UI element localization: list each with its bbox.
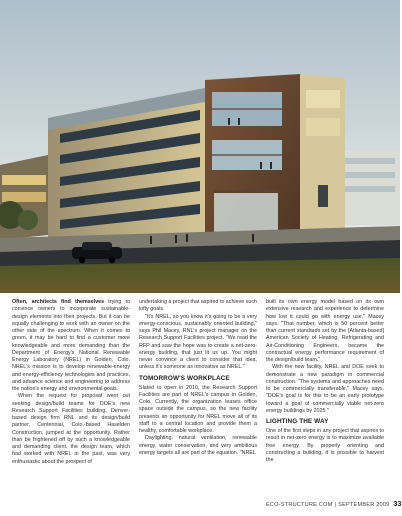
paragraph: With the new facility, NREL and DOE seek to demonstrate a new paradigm in commercial construction. "The systems and approaches need to be commercially transferable," Macey says. "DOE's goal is for this to be an early prototype toward a goal of commercially viable net-zero energy buildings by 2025."	[266, 364, 384, 414]
footer-site: ECO-STRUCTURE.COM	[266, 502, 333, 508]
column-3	[266, 299, 384, 464]
tree	[18, 210, 38, 230]
paragraph: undertaking a project that aspired to achieve such lofty goals.	[139, 299, 257, 313]
column-2	[139, 299, 257, 457]
page-footer	[266, 500, 402, 510]
paragraph: When the request for proposal went out seeking design/build teams for DOE's new Research Support Facilities building, Denver-based design firm RNL and its design/build partner, Centennial, Colo.-based Haselden Construction, jumped at the opportunity. Rather than be frightened off by such a knowledgeable and demanding client, the design team, which had worked with NREL in the past, was very enthusiastic about the prospect of	[12, 393, 130, 465]
paragraph-text: trying to convince owners to incorporate sustainable-design elements into their projects. But it can be equally challenging to work with an owner on the other side of the spectrum. When it comes to green, it may be hard to find a customer more knowledgeable and more demanding than the Department of Energy's National Renewable Energy Laboratory (NREL) in Golden, Colo. NREL's mission is to develop renewable-energy and energy-efficiency technologies and practices, and advance science and engineering to address the nation's energy and environmental goals.	[12, 299, 130, 392]
paragraph: built its own energy model based on its own extensive research and experience to determine how low it could go with energy use," Macey says. "That number, which is 50 percent better than current standards set by the [Atlanta-based] American Society of Heating, Refrigerating and Air-Conditioning Engineers, became the contractual energy performance requirement of the design/build team."	[266, 299, 384, 363]
footer-issue: SEPTEMBER 2009	[338, 502, 390, 508]
paragraph: One of the first steps in any project that aspires to result in net-zero energy is to maximize available free energy. By properly orienting and constructing a building, it is possible to harvest the	[266, 428, 384, 463]
page-number: 33	[393, 501, 402, 508]
column-1	[12, 299, 130, 466]
paragraph: Daylighting, natural ventilation, renewable energy, water conservation, and very ambitious energy targets all are part of the equation. "NREL	[139, 435, 257, 456]
article-body	[0, 299, 400, 495]
section-heading: TOMORROW'S WORKPLACE	[139, 374, 230, 382]
paragraph: "It's NREL, so you know it's going to be a very energy-conscious, sustainably oriented building," says Phil Macey, RNL's project manager on the Research Support Facilities project. "We read the RFP and saw the hope was to create a net-zero-energy building, that just lit us up. You might never convince a client to consider that idea, unless it's someone as innovative as NREL."	[139, 313, 257, 371]
paragraph: Slated to open in 2010, the Research Support Facilities are part of NREL's campus in Golden, Colo. Currently, the organization leases office space outside the campus, so the new facility presents an opportunity for NREL move all of its staff to a central location and provide them a healthy, comfortable workplace.	[139, 384, 257, 434]
paragraph	[12, 299, 130, 393]
footer-separator: |	[334, 502, 337, 508]
lead-in: Often, architects find themselves	[12, 299, 105, 305]
section-heading: LIGHTING THE WAY	[266, 418, 329, 425]
